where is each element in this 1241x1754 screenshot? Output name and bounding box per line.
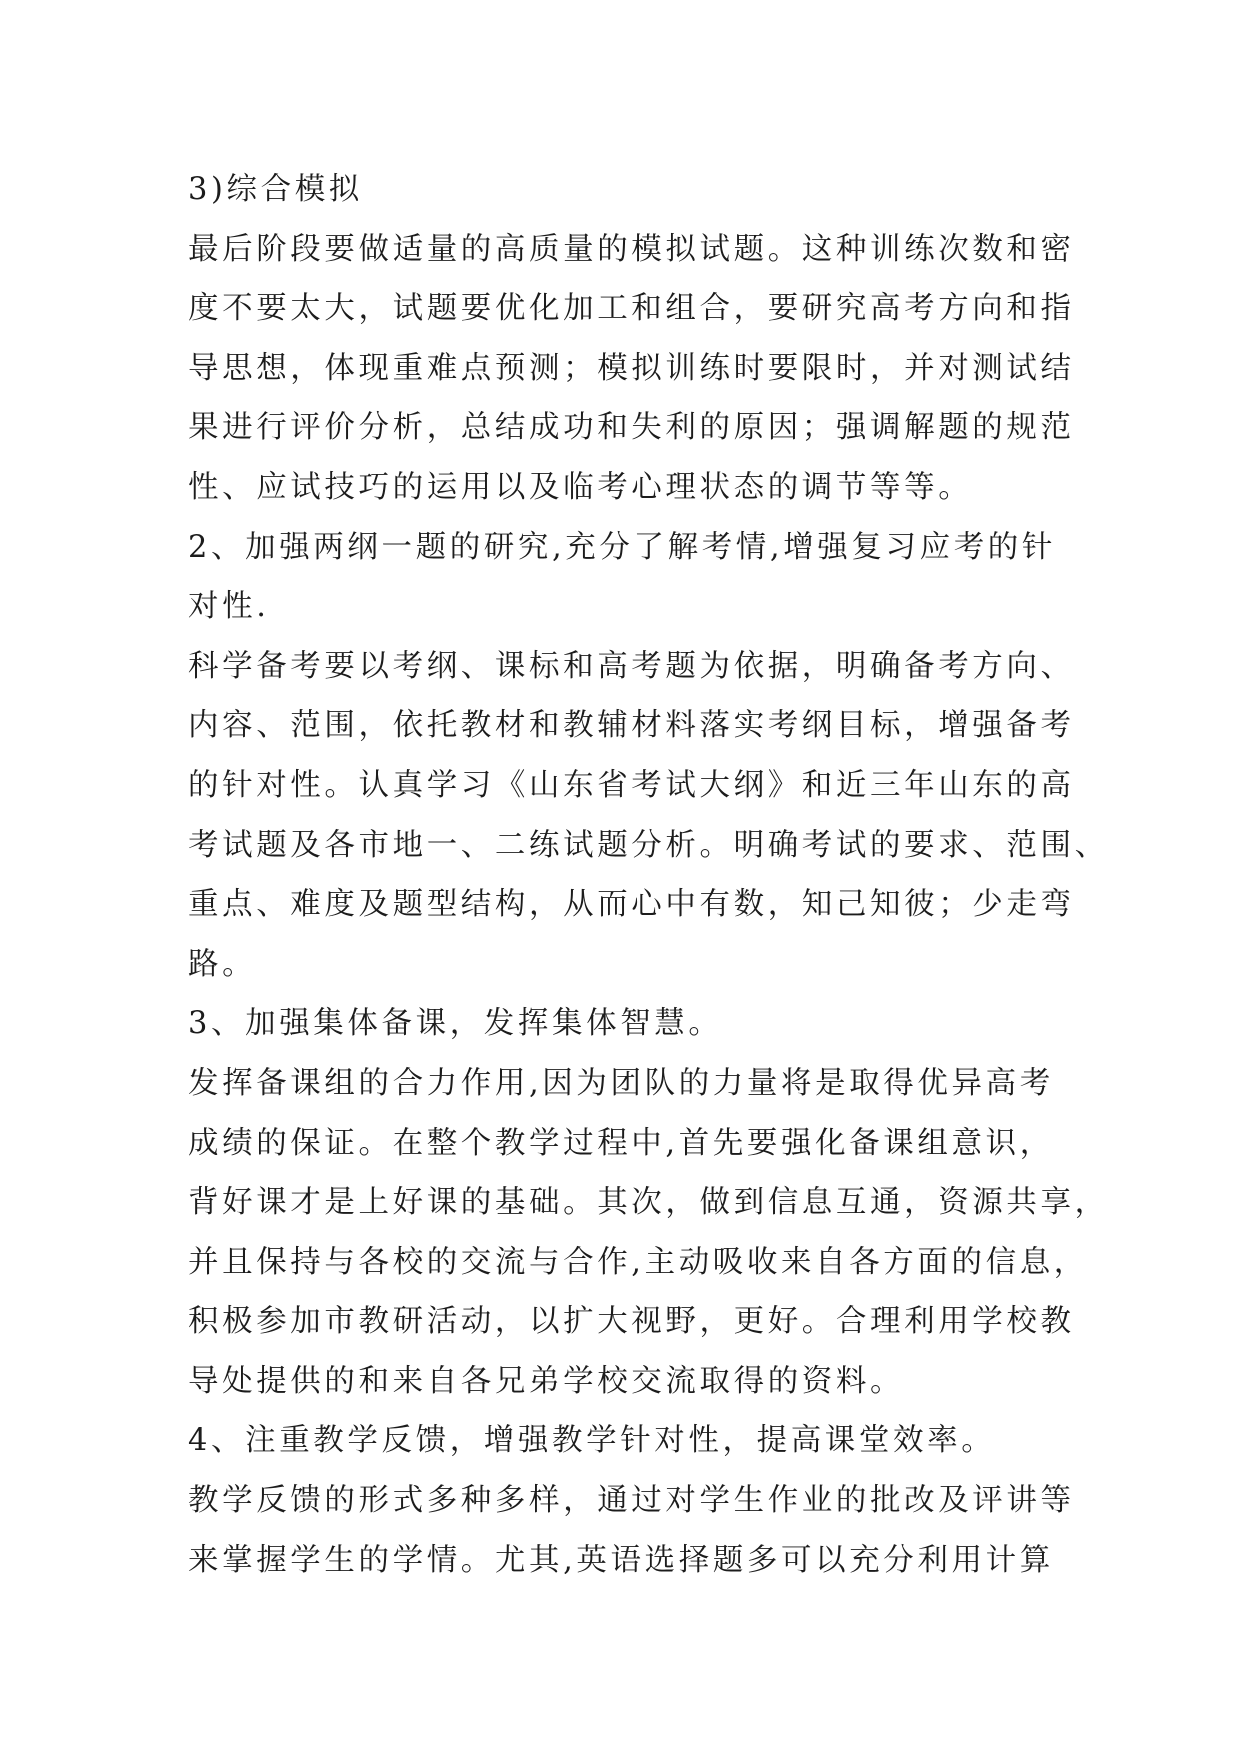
paragraph-line: 内容、范围，依托教材和教辅材料落实考纲目标，增强备考 (188, 708, 1075, 744)
paragraph-line: 背好课才是上好课的基础。其次，做到信息互通，资源共享， (188, 1185, 1109, 1221)
section-heading-2-continued: 对性. (188, 589, 270, 625)
section-heading-3: 3、加强集体备课，发挥集体智慧。 (188, 1006, 723, 1042)
paragraph-line: 导处提供的和来自各兄弟学校交流取得的资料。 (188, 1363, 905, 1399)
paragraph-line: 考试题及各市地一、二练试题分析。明确考试的要求、范围、 (188, 827, 1109, 863)
paragraph-line: 来掌握学生的学情。尤其,英语选择题多可以充分利用计算 (188, 1542, 1054, 1578)
section-heading-2: 2、加强两纲一题的研究,充分了解考情,增强复习应考的针 (188, 529, 1056, 565)
section-heading-comprehensive-simulation: 3)综合模拟 (188, 172, 363, 207)
section-heading-4: 4、注重教学反馈，增强教学针对性，提高课堂效率。 (188, 1423, 996, 1459)
paragraph-line: 并且保持与各校的交流与合作,主动吸收来自各方面的信息， (188, 1244, 1088, 1280)
paragraph-line: 积极参加市教研活动，以扩大视野，更好。合理利用学校教 (188, 1304, 1075, 1340)
paragraph-line: 果进行评价分析，总结成功和失利的原因；强调解题的规范 (188, 410, 1075, 446)
paragraph-line: 科学备考要以考纲、课标和高考题为依据，明确备考方向、 (188, 648, 1075, 684)
paragraph-line: 发挥备课组的合力作用,因为团队的力量将是取得优异高考 (188, 1065, 1054, 1101)
paragraph-line: 导思想，体现重难点预测；模拟训练时要限时，并对测试结 (188, 350, 1075, 386)
paragraph-line: 重点、难度及题型结构，从而心中有数，知己知彼；少走弯 (188, 887, 1075, 923)
paragraph-line: 路。 (188, 946, 257, 982)
paragraph-line: 最后阶段要做适量的高质量的模拟试题。这种训练次数和密 (188, 231, 1075, 267)
paragraph-line: 教学反馈的形式多种多样，通过对学生作业的批改及评讲等 (188, 1483, 1075, 1519)
paragraph-line: 性、应试技巧的运用以及临考心理状态的调节等等。 (188, 469, 973, 505)
paragraph-line: 的针对性。认真学习《山东省考试大纲》和近三年山东的高 (188, 767, 1075, 803)
paragraph-line: 度不要太大，试题要优化加工和组合，要研究高考方向和指 (188, 291, 1075, 327)
paragraph-line: 成绩的保证。在整个教学过程中,首先要强化备课组意识， (188, 1125, 1054, 1161)
document-body (188, 160, 1109, 1590)
